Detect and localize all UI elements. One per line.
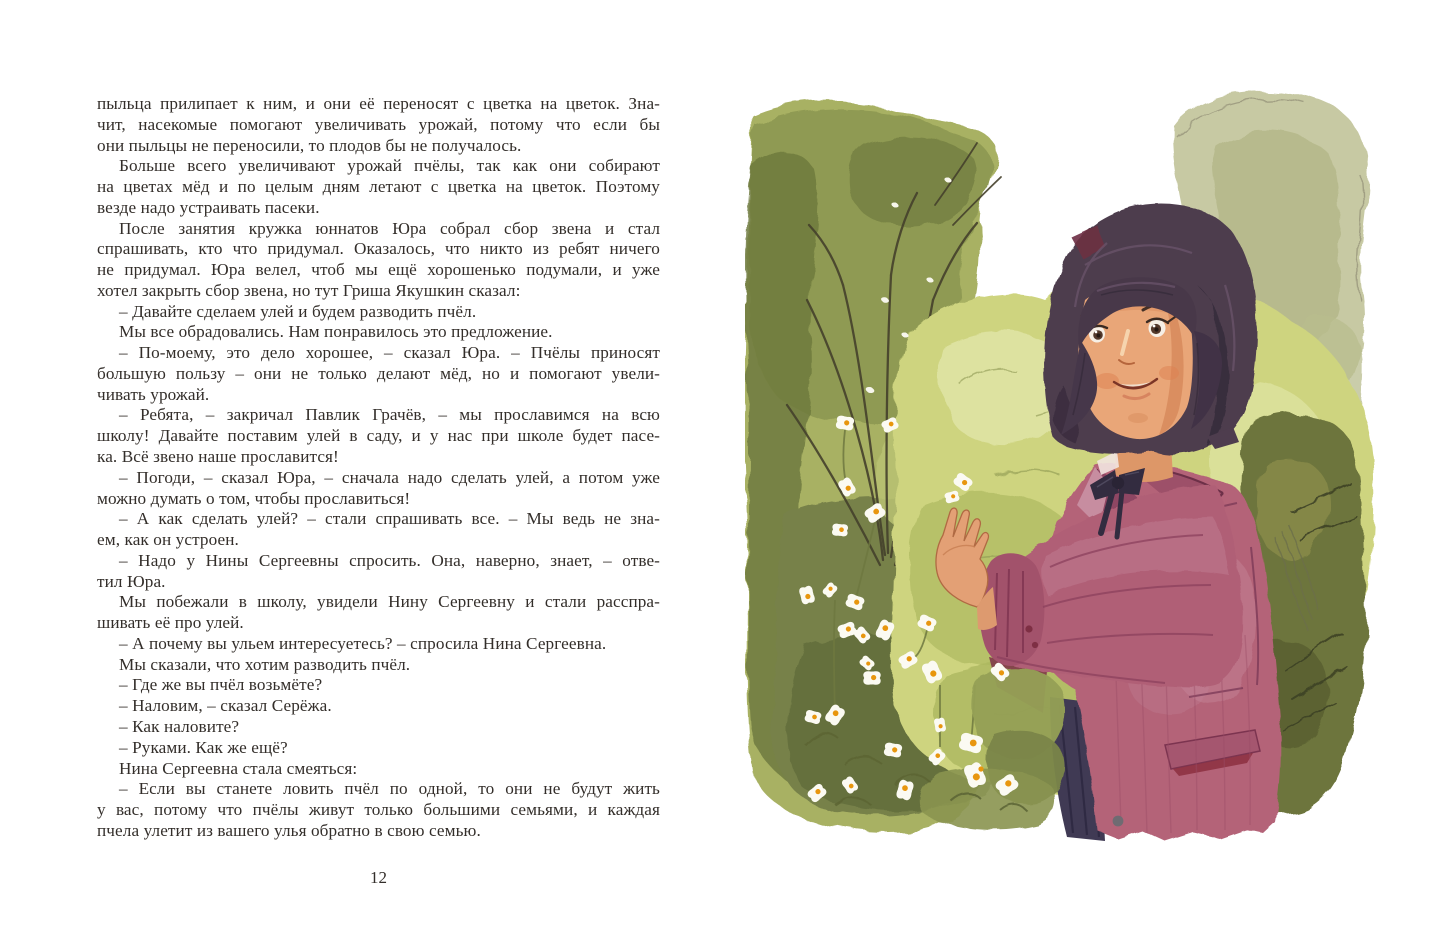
text-line: – Наловим, – сказал Серёжа.	[119, 696, 332, 716]
text-line: тил Юра.	[97, 571, 166, 591]
text-line: ем, как он устроен.	[97, 530, 239, 550]
text-line: – Если вы станете ловить пчёл по одной, то они не будут жить	[119, 779, 660, 799]
text-line: чит, насекомые помогают увеличивать урожай, потому что если бы	[97, 114, 660, 134]
text-line: можно думать о том, чтобы прославиться!	[97, 488, 411, 508]
text-line: они пыльцы не переносили, то плодов бы не получалось.	[97, 135, 522, 155]
text-line: Больше всего увеличивают урожай пчёлы, так как они собирают	[119, 156, 660, 176]
text-line: – Ребята, – закричал Павлик Грачёв, – мы прославимся на всю	[119, 405, 660, 425]
text-line: хотел закрыть сбор звена, но тут Гриша Якушкин сказал:	[97, 280, 521, 300]
text-line: – По-моему, это дело хорошее, – сказал Юра. – Пчёлы приносят	[119, 343, 660, 363]
text-line: – Надо у Нины Сергеевны спросить. Она, наверно, знает, – отве-	[119, 550, 660, 570]
watercolor-illustration-girl-with-daisies	[745, 85, 1380, 845]
text-line: – Руками. Как же ещё?	[119, 737, 288, 757]
text-line: Мы сказали, что хотим разводить пчёл.	[119, 654, 411, 674]
text-line: – А как сделать улей? – стали спрашивать все. – Мы ведь не зна-	[119, 509, 660, 529]
text-line: большую пользу – они не только делают мёд, но и помогают увели-	[97, 363, 660, 383]
text-line: пчела улетит из вашего улья обратно в свою семью.	[97, 820, 481, 840]
text-line: на цветах мёд и по целым дням летают с цветка на цветок. Поэтому	[97, 177, 660, 197]
text-line: – Как наловите?	[119, 716, 240, 736]
text-line: Мы побежали в школу, увидели Нину Сергеевну и стали расспра-	[119, 592, 660, 612]
text-line: чивать урожай.	[97, 384, 210, 404]
text-line: пыльца прилипает к ним, и они её переносят с цветка на цветок. Зна-	[97, 94, 660, 113]
text-line: у вас, потому что пчёлы живут только большими семьями, и каждая	[97, 800, 660, 820]
text-line: После занятия кружка юннатов Юра собрал сбор звена и стал	[119, 218, 660, 238]
text-line: ка. Всё звено наше прославится!	[97, 447, 339, 467]
skirt-button	[1113, 816, 1124, 827]
page-number: 12	[370, 868, 387, 887]
text-line: школу! Давайте поставим улей в саду, и у нас при школе будет пасе-	[97, 426, 660, 446]
story-text-block	[97, 94, 660, 842]
text-line: – Где же вы пчёл возьмёте?	[119, 675, 323, 695]
text-line: Нина Сергеевна стала смеяться:	[119, 758, 358, 778]
text-line: везде надо устраивать пасеки.	[97, 197, 320, 217]
text-line: – А почему вы ульем интересуетесь? – спросила Нина Сергеевна.	[119, 633, 607, 653]
text-line: Мы все обрадовались. Нам понравилось это предложение.	[119, 322, 553, 342]
text-line: – Давайте сделаем улей и будем разводить пчёл.	[119, 301, 477, 321]
text-line: не придумал. Юра велел, чтоб мы ещё хорошенько подумали, и уже	[97, 260, 660, 280]
text-line: шивать её про улей.	[97, 613, 244, 633]
text-line: спрашивать, кто что придумал. Оказалось, что никто из ребят ничего	[97, 239, 660, 259]
text-line: – Погоди, – сказал Юра, – сначала надо сделать улей, а потом уже	[119, 467, 660, 487]
